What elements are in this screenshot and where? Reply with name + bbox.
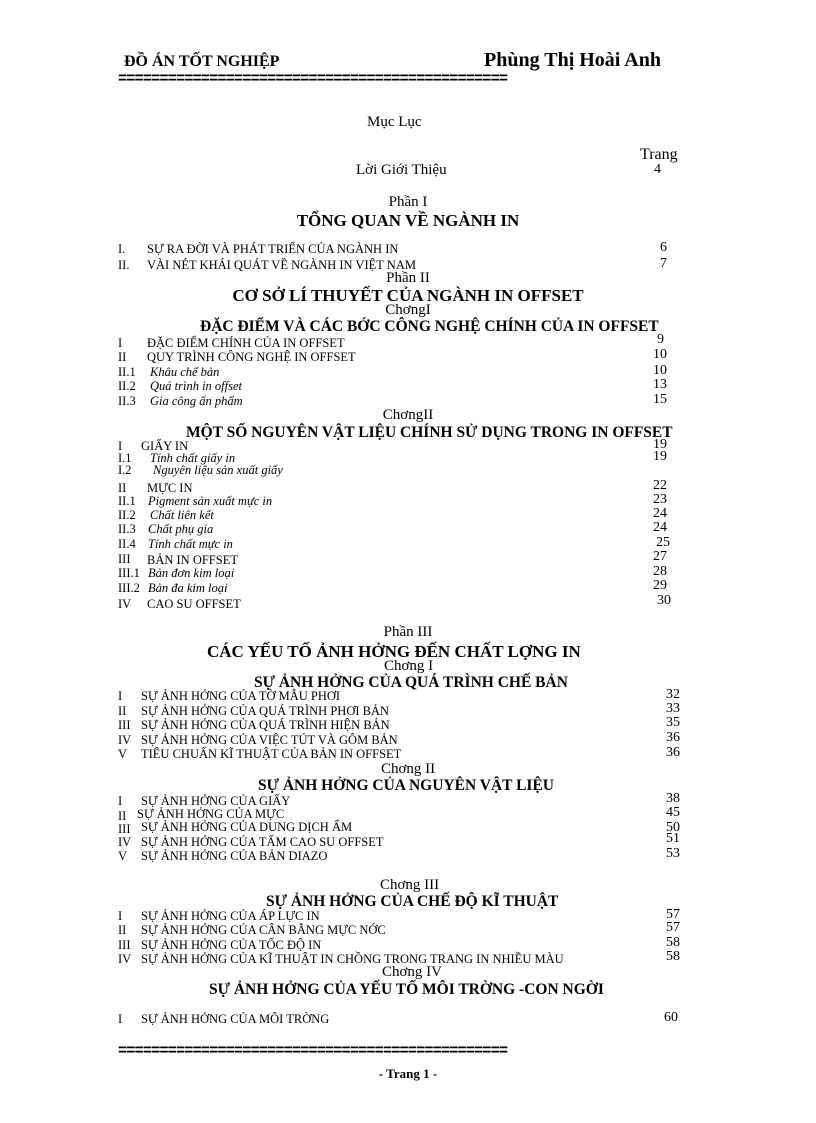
toc-num: I — [118, 909, 123, 923]
toc-num: V — [118, 849, 128, 863]
toc-num: II — [118, 704, 127, 718]
part3-ch4-label: Chơng IV — [382, 964, 443, 980]
toc-page: 24 — [653, 520, 667, 535]
toc-entry: CAO SU OFFSET — [147, 597, 241, 611]
intro-page: 4 — [654, 162, 661, 177]
toc-entry: ĐẶC ĐIỂM CHÍNH CỦA IN OFFSET — [147, 336, 345, 350]
toc-entry: Nguyên liệu sản xuất giấy — [153, 463, 283, 477]
part3-ch3-label: Chơng III — [380, 877, 440, 893]
toc-page: 53 — [666, 846, 680, 861]
toc-num: I — [118, 689, 123, 703]
toc-entry: VÀI NÉT KHÁI QUÁT VỀ NGÀNH IN VIỆT NAM — [147, 258, 416, 272]
toc-entry: SỰ ẢNH HỞNG CỦA BẢN DIAZO — [141, 849, 328, 863]
toc-num: III.1 — [118, 566, 140, 580]
part2-ch1-title: ĐẶC ĐIỂM VÀ CÁC BỚC CÔNG NGHỆ CHÍNH CỦA IN OFFSET — [200, 318, 659, 335]
toc-page: 25 — [656, 535, 670, 550]
toc-num: I — [118, 439, 123, 453]
toc-page: 10 — [653, 363, 667, 378]
toc-entry: GIẤY IN — [141, 439, 189, 453]
toc-num: II.3 — [118, 394, 136, 408]
toc-page: 33 — [666, 701, 680, 716]
toc-num: II — [118, 923, 127, 937]
part3-ch2-title: SỰ ẢNH HỞNG CỦA NGUYÊN VẬT LIỆU — [258, 777, 554, 794]
toc-entry: Tính chất giấy in — [150, 451, 236, 465]
part3-title: CÁC YẾU TỐ ẢNH HỞNG ĐẾN CHẤT LỢNG IN — [207, 642, 581, 661]
toc-entry: Bản đơn kim loại — [148, 566, 235, 580]
toc-num: II. — [118, 258, 130, 272]
toc-page: 36 — [666, 745, 680, 760]
toc-page: 51 — [666, 831, 680, 846]
toc-page: 60 — [664, 1010, 678, 1025]
toc-page: 32 — [666, 687, 680, 702]
part1-title: TỔNG QUAN VỀ NGÀNH IN — [296, 211, 520, 230]
toc-entry: Khâu chế bản — [150, 365, 220, 379]
toc-page: 50 — [666, 820, 680, 835]
toc-page: 27 — [653, 549, 667, 564]
toc-num: II — [118, 350, 127, 364]
toc-page: 6 — [660, 240, 667, 255]
toc-page: 13 — [653, 377, 667, 392]
toc-num: I. — [118, 242, 126, 256]
toc-entry: SỰ ẢNH HỞNG CỦA TỜ MẪU PHƠI — [141, 689, 341, 703]
toc-num: II — [118, 481, 127, 495]
part2-ch1-label: ChơngI — [385, 302, 431, 318]
header-rule: =============================================== — [118, 70, 508, 88]
toc-num: IV — [118, 835, 132, 849]
toc-num: II — [118, 809, 127, 823]
header-author: Phùng Thị Hoài Anh — [484, 49, 661, 71]
part3-ch1-label: Chơng I — [384, 658, 434, 674]
toc-page: 10 — [653, 347, 667, 362]
toc-entry: BẢN IN OFFSET — [147, 553, 238, 567]
toc-num: III — [118, 718, 131, 732]
toc-num: IV — [118, 597, 132, 611]
toc-num: III.2 — [118, 581, 140, 595]
toc-page: 7 — [660, 256, 667, 271]
toc-page: 24 — [653, 506, 667, 521]
toc-entry: Tính chất mực in — [148, 537, 233, 551]
toc-entry: SỰ ẢNH HỞNG CỦA VIỆC TÚT VÀ GÔM BẢN — [141, 733, 398, 747]
toc-entry: SỰ ẢNH HỞNG CỦA QUÁ TRÌNH HIỆN BẢN — [141, 718, 390, 732]
toc-page: 57 — [666, 920, 680, 935]
toc-entry: SỰ ẢNH HỞNG CỦA MÔI TRỜNG — [141, 1012, 330, 1026]
toc-entry: SỰ ẢNH HỞNG CỦA TỐC ĐỘ IN — [141, 938, 322, 952]
toc-num: III — [118, 822, 131, 836]
toc-num: I.1 — [118, 451, 132, 465]
toc-num: II.2 — [118, 508, 136, 522]
toc-entry: SỰ ẢNH HỞNG CỦA MỰC — [137, 807, 285, 821]
toc-page: 19 — [653, 437, 667, 452]
toc-page: 38 — [666, 791, 680, 806]
part3-ch3-title: SỰ ẢNH HỞNG CỦA CHẾ ĐỘ KĨ THUẬT — [266, 893, 559, 910]
toc-page: 58 — [666, 935, 680, 950]
toc-entry: SỰ ẢNH HỞNG CỦA TẤM CAO SU OFFSET — [141, 835, 384, 849]
toc-entry: SỰ ẢNH HỞNG CỦA GIẤY — [141, 794, 291, 808]
toc-num: II.3 — [118, 522, 136, 536]
toc-entry: TIÊU CHUẨN KĨ THUẬT CỦA BẢN IN OFFSET — [141, 747, 402, 761]
toc-num: II.1 — [118, 494, 136, 508]
toc-page: 30 — [657, 593, 671, 608]
toc-page: 58 — [666, 949, 680, 964]
toc-page: 22 — [653, 478, 667, 493]
toc-page: 29 — [653, 578, 667, 593]
part3-ch4-title: SỰ ẢNH HỞNG CỦA YẾU TỐ MÔI TRỜNG -CON NGỜI — [209, 981, 604, 998]
toc-entry: Bản đa kim loại — [148, 581, 228, 595]
toc-page: 23 — [653, 492, 667, 507]
toc-page: 35 — [666, 715, 680, 730]
toc-num: I — [118, 794, 123, 808]
toc-entry: SỰ ẢNH HỞNG CỦA ÁP LỰC IN — [141, 909, 320, 923]
footer-rule: =============================================== — [118, 1042, 508, 1060]
toc-entry: Quá trình in offset — [150, 379, 243, 393]
toc-num: IV — [118, 952, 132, 966]
toc-entry: Gia công ấn phẩm — [150, 394, 243, 408]
toc-num: II.4 — [118, 537, 136, 551]
toc-num: IV — [118, 733, 132, 747]
part3-ch1-title: SỰ ẢNH HỞNG CỦA QUÁ TRÌNH CHẾ BẢN — [254, 674, 568, 691]
toc-entry: SỰ ẢNH HỞNG CỦA QUÁ TRÌNH PHƠI BẢN — [141, 704, 390, 718]
toc-entry: SỰ ẢNH HỞNG CỦA KĨ THUẬT IN CHỒNG TRONG TRANG IN NHIỀU MÀU — [141, 952, 564, 966]
toc-entry: SỰ RA ĐỜI VÀ PHÁT TRIỂN CỦA NGÀNH IN — [147, 242, 399, 256]
part3-label: Phần III — [383, 624, 433, 640]
toc-page: 28 — [653, 564, 667, 579]
toc-entry: MỰC IN — [147, 481, 193, 495]
toc-page: 15 — [653, 392, 667, 407]
toc-page: 9 — [657, 332, 664, 347]
part2-title: CƠ SỞ LÍ THUYẾT CỦA NGÀNH IN OFFSET — [232, 286, 584, 305]
toc-page: 45 — [666, 805, 680, 820]
intro-label: Lời Giới Thiệu — [356, 162, 447, 178]
toc-page: 57 — [666, 907, 680, 922]
toc-num: I — [118, 1012, 123, 1026]
toc-num: III — [118, 552, 131, 566]
toc-num: III — [118, 938, 131, 952]
toc-num: II.2 — [118, 379, 136, 393]
part2-ch2-title: MỘT SỐ NGUYÊN VẬT LIỆU CHÍNH SỬ DỤNG TRONG IN OFFSET — [186, 424, 673, 441]
toc-num: II.1 — [118, 365, 136, 379]
toc-entry: SỰ ẢNH HỞNG CỦA CÂN BẰNG MỰC NỚC — [141, 923, 386, 937]
toc-entry: SỰ ẢNH HỞNG CỦA DUNG DỊCH ẨM — [141, 820, 353, 834]
part2-ch2-label: ChơngII — [382, 407, 434, 423]
toc-num: V — [118, 747, 128, 761]
header-left-title: ĐỒ ÁN TỐT NGHIỆP — [124, 53, 280, 70]
toc-entry: Chất phụ gia — [148, 522, 214, 536]
page-number: - Trang 1 - — [378, 1066, 438, 1081]
toc-page: 19 — [653, 449, 667, 464]
part1-label: Phần I — [388, 194, 428, 210]
toc-num: I.2 — [118, 463, 132, 477]
toc-num: I — [118, 336, 123, 350]
toc-entry: Pigment sản xuất mực in — [148, 494, 273, 508]
toc-page: 36 — [666, 730, 680, 745]
part3-ch2-label: Chơng II — [381, 761, 436, 777]
toc-title: Mục Lục — [367, 114, 422, 130]
part2-label: Phần II — [386, 270, 430, 286]
toc-entry: Chất liên kết — [150, 508, 214, 522]
page-column-label: Trang — [640, 146, 678, 163]
toc-entry: QUY TRÌNH CÔNG NGHỆ IN OFFSET — [147, 350, 356, 364]
